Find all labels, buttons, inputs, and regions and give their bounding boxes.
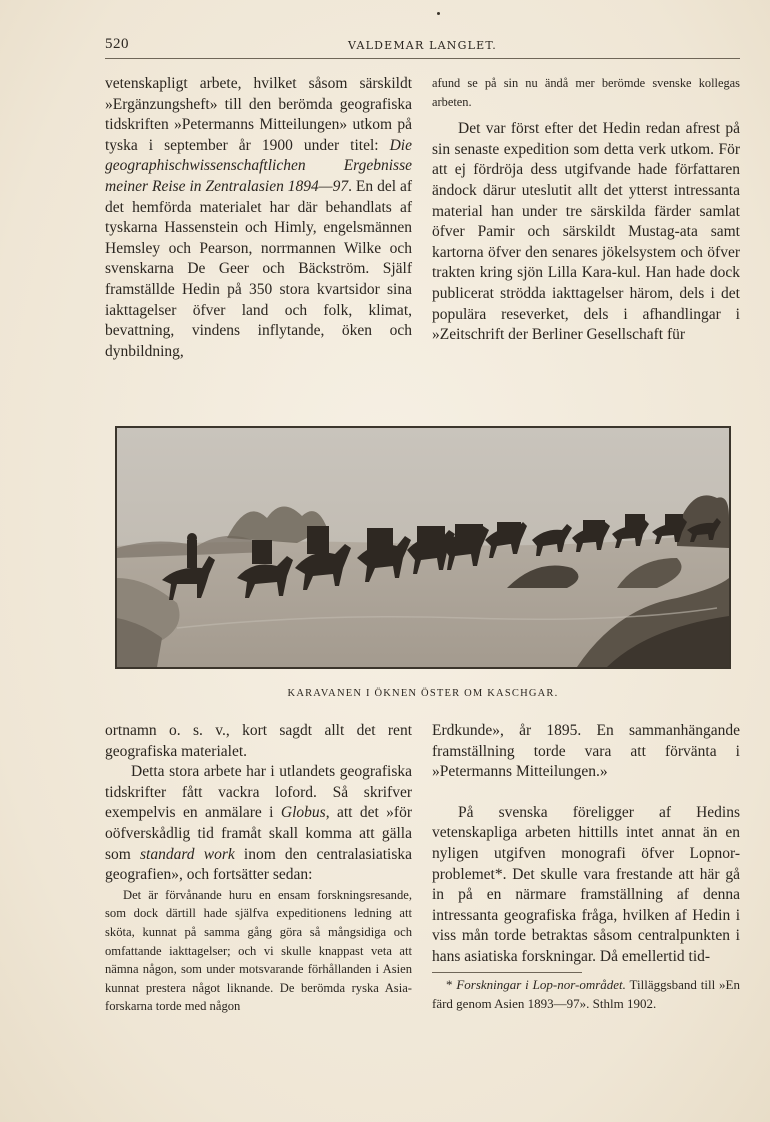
left-column-top bbox=[105, 74, 412, 362]
text-run: , att det »för oöfverskådlig tid framåt skall komma att gälla som bbox=[105, 804, 412, 863]
page-header bbox=[105, 36, 740, 59]
block-quote: Det är förvånande huru en ensam forskningsresande, som dock därtill hade själfva expeditionens ledning att sköta, kunnat på samma gång göra så mångsidiga och omfattande iakttagelser; och vi skulle knappast veta att nämna någon, som under motsvarande förhållanden i Asien kunnat prestera något liknande. De berömda ryska Asia-forskarna torde med någon bbox=[105, 887, 412, 1014]
journal-name: Globus bbox=[280, 804, 326, 822]
text-run: vetenskapligt arbete, hvilket såsom särskildt »Ergänzungsheft» till den berömda geografiska tidskriften »Petermanns Mitteilungen» utkom på tyska i september år 1900 under titel: bbox=[105, 75, 412, 154]
right-column-top bbox=[432, 74, 740, 346]
figure-caption: KARAVANEN I ÖKNEN ÖSTER OM KASCHGAR. bbox=[287, 688, 559, 699]
photo-image bbox=[117, 428, 729, 667]
caravan-photograph bbox=[115, 426, 731, 669]
book-title: Die geographischwissenschaftlichen Ergebnisse meiner Reise in Zentralasien 1894—97 bbox=[105, 136, 412, 195]
footnote-text: Tilläggsband till »En färd genom Asien 1893—97». Sthlm 1902. bbox=[432, 976, 740, 1011]
text-run: . En del af det hemförda materialet har där behandlats af tyskarna Hassenstein och Himly, engelsmännen Hemsley och Pearson, norrmannen Wilke och svenskarna De Geer och Bäckström. Själf framställde Hedin på 350 stora kvartsidor sina iakttagelser öfver land och folk, klimat, bevattning, vindens inflytande, öken och dynbildning, bbox=[105, 177, 412, 360]
paragraph: ortnamn o. s. v., kort sagdt allt det rent geografiska materialet. bbox=[105, 722, 412, 760]
paragraph: Det var först efter det Hedin redan afrest på sin senaste expedition som detta verk utkom. För att ej fördröja dess utgifvande hade författaren ändock därur uteslutit allt det ytterst intressanta material han under tre särskilda färder samlat öfver Pamir och särskildt Mustag-ata samt kartorna öfver den senares jökelsystem och öfver trakten kring sjön Lilla Kara-kul. Han hade dock publicerat strödda iakttagelser härom, dels i det populära reseverket, dels i afhandlingar i »Zeitschrift der Berliner Gesellschaft für bbox=[432, 120, 740, 344]
paragraph bbox=[105, 762, 412, 886]
paragraph: På svenska föreligger af Hedins vetenskapliga arbeten hittills intet annat än en nyligen utgifven monografi öfver Lopnor-problemet*. Det skulle vara frestande att här gå in på en närmare framställning af denna intressanta geografiska fråga, hvilken af Hedin i viss mån torde betraktas såsom centralpunkten i hans asiatiska forskningar. Då emellertid tid- bbox=[432, 803, 740, 965]
running-head: VALDEMAR LANGLET. bbox=[348, 39, 497, 52]
footnote-title: Forskningar i Lop-nor-området. bbox=[456, 976, 626, 992]
quote-continuation: afund se på sin nu ändå mer berömde svenske kollegas arbeten. bbox=[432, 76, 740, 109]
page-number: 520 bbox=[105, 36, 129, 52]
emphasis: standard work bbox=[140, 845, 235, 863]
right-column-bottom bbox=[432, 721, 740, 1013]
footnote-rule bbox=[432, 972, 582, 973]
text-run: inom den centralasiatiska geografien», och fortsätter sedan: bbox=[105, 845, 413, 884]
paragraph bbox=[105, 74, 412, 362]
left-column-bottom bbox=[105, 721, 412, 1016]
print-speck bbox=[437, 12, 440, 15]
paragraph: Erdkunde», år 1895. En sammanhängande framställning torde vara att förvänta i »Petermanns Mitteilungen.» bbox=[432, 722, 740, 781]
footnote bbox=[432, 975, 740, 1013]
text-run: Detta stora arbete har i utlandets geografiska tidskrifter fått vackra loford. Så skrifver exempelvis en anmälare i bbox=[105, 763, 412, 822]
footnote-marker: * bbox=[446, 976, 457, 992]
